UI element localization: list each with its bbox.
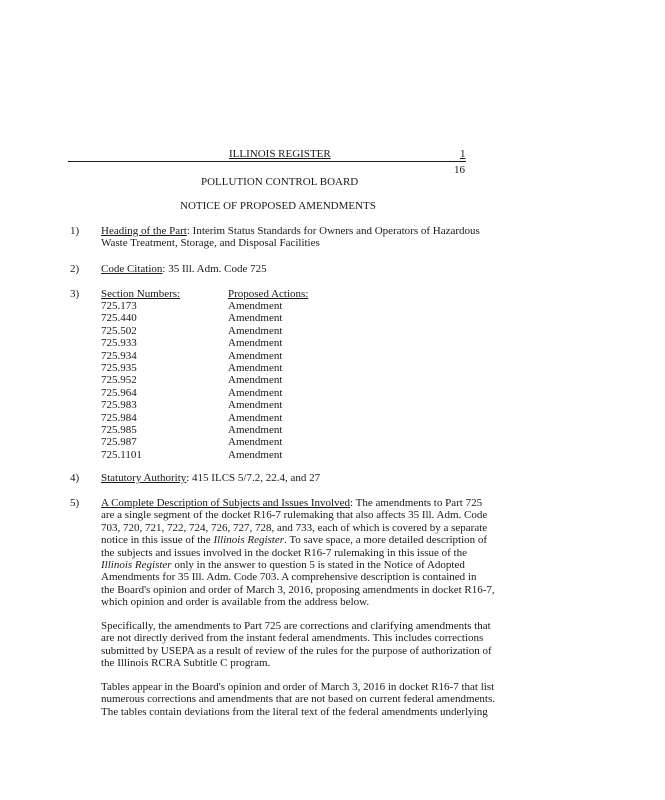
item-number-1: 1)	[70, 225, 80, 237]
description-paragraph-2: Specifically, the amendments to Part 725 are corrections and clarifying amendments that are not directly derived from the instant federal amendments. This includes corrections submitted by USEPA as a result of review of the rules for the purpose of authorization of the Illinois RCRA Subtitle C program.	[101, 620, 492, 670]
notice-title: NOTICE OF PROPOSED AMENDMENTS	[180, 200, 376, 212]
statutory-authority: Statutory Authority: 415 ILCS 5/7.2, 22.4, and 27	[101, 472, 321, 484]
description-paragraph-1: A Complete Description of Subjects and Issues Involved: The amendments to Part 725 are a single segment of the docket R16-7 rulemaking that also affects 35 Ill. Adm. Code 703, 720, 721, 722, 724, 726, 727, 728, and 733, each of which is covered by a separate notice in this issue of the Illinois Register. To save space, a more detailed description of the subjects and issues involved in the docket R16-7 rulemaking in this issue of the Illinois Register only in the answer to question 5 is stated in the Notice of Adopted Amendments for 35 Ill. Adm. Code 703. A comprehensive description is contained in the Board's opinion and order of March 3, 2016, proposing amendments in docket R16-7, which opinion and order is available from the address below.	[101, 497, 495, 609]
header-rule	[68, 161, 466, 162]
description-label: A Complete Description of Subjects and Issues Involved	[101, 497, 350, 509]
code-citation: Code Citation: 35 Ill. Adm. Code 725	[101, 263, 267, 275]
code-citation-label: Code Citation	[101, 263, 163, 275]
page-number: 1	[460, 148, 466, 160]
table-row: 725.984 Amendment	[101, 411, 283, 424]
proposed-actions-header: Proposed Actions:	[228, 288, 309, 300]
table-row: 725.440 Amendment	[101, 312, 283, 325]
item-number-3: 3)	[70, 288, 80, 300]
heading-text-line2: Waste Treatment, Storage, and Disposal Facilities	[101, 237, 320, 249]
table-row: 725.952 Amendment	[101, 374, 283, 387]
table-row: 725.987 Amendment	[101, 436, 283, 449]
description-paragraph-3: Tables appear in the Board's opinion and order of March 3, 2016 in docket R16-7 that list numerous corrections and amendments that are not based on current federal amendments. The tables contain deviations from the literal text of the federal amendments underlying	[101, 681, 496, 718]
table-row: 725.964 Amendment	[101, 386, 283, 399]
sections-table-header	[101, 288, 341, 300]
heading-of-part: Heading of the Part: Interim Status Standards for Owners and Operators of Hazardous	[101, 225, 480, 237]
table-row: 725.935 Amendment	[101, 362, 283, 374]
table-row: 725.934 Amendment	[101, 349, 283, 362]
table-row: 725.933 Amendment	[101, 337, 283, 350]
volume-number: 16	[454, 164, 465, 176]
item-number-4: 4)	[70, 472, 80, 484]
item-number-5: 5)	[70, 497, 80, 509]
table-row: 725.502 Amendment	[101, 324, 283, 337]
item-number-2: 2)	[70, 263, 80, 275]
statutory-label: Statutory Authority	[101, 472, 187, 484]
table-row: 725.983 Amendment	[101, 399, 283, 412]
register-title: ILLINOIS REGISTER	[229, 148, 331, 160]
agency-name: POLLUTION CONTROL BOARD	[201, 176, 359, 188]
table-row: 725.1101 Amendment	[101, 448, 283, 461]
table-row: 725.985 Amendment	[101, 424, 283, 436]
heading-label: Heading of the Part	[101, 225, 187, 237]
table-row: 725.173 Amendment	[101, 300, 283, 312]
section-numbers-header: Section Numbers:	[101, 288, 181, 300]
